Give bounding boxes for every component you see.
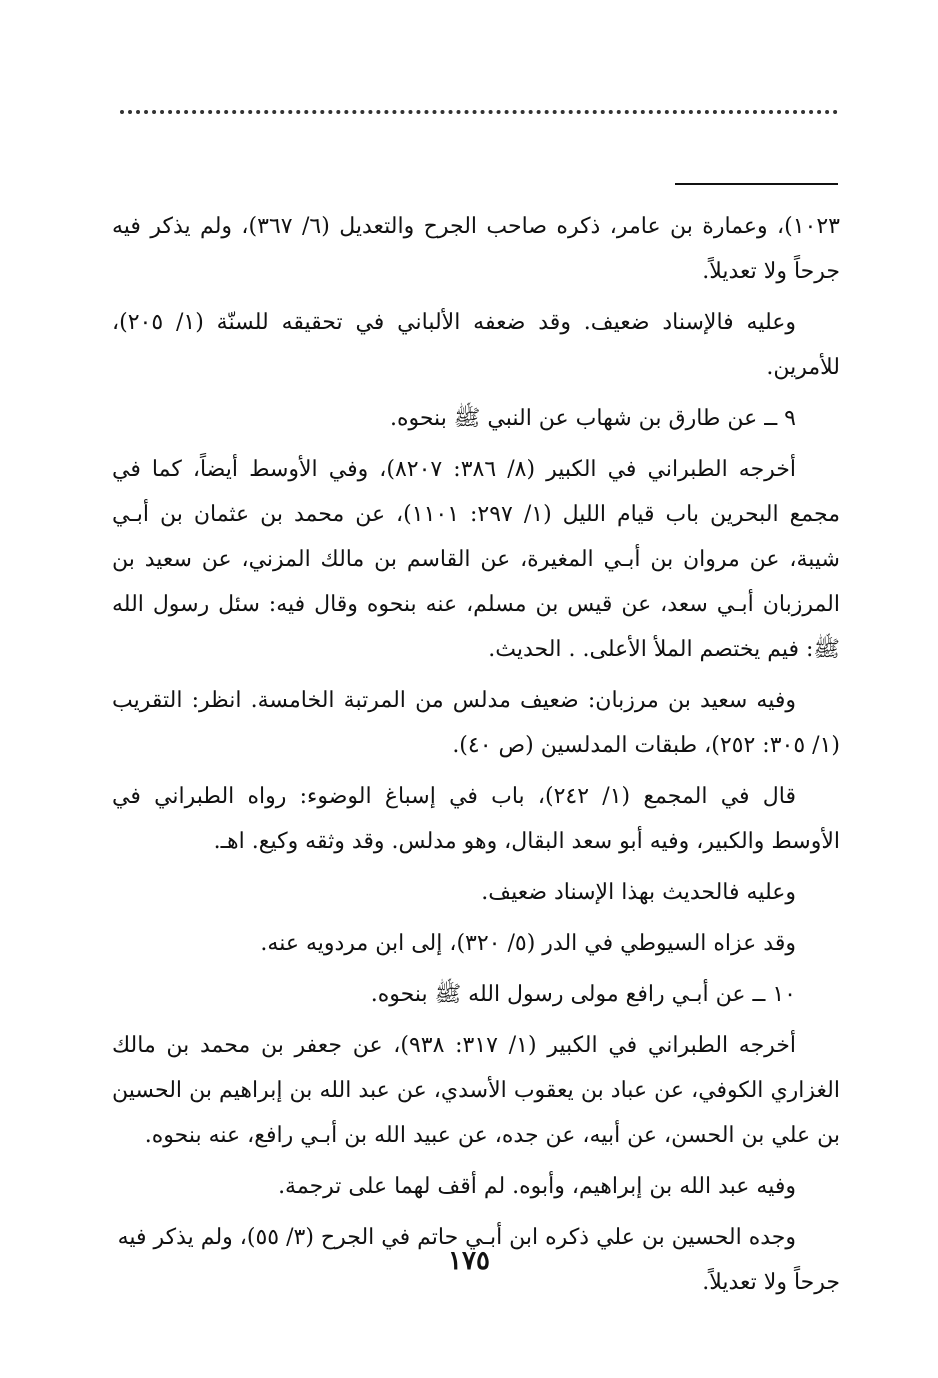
paragraph: وقد عزاه السيوطي في الدر (٥/ ٣٢٠)، إلى ابن مردويه عنه.	[260, 931, 796, 956]
page-number: ١٧٥	[448, 1246, 490, 1276]
hadith-heading: ١٠ ــ عن أبـي رافع مولى رسول الله ﷺ بنحوه.	[370, 982, 796, 1007]
paragraph: وفيه عبد الله بن إبراهيم، وأبوه. لم أقف لهما على ترجمة.	[278, 1174, 796, 1199]
paragraph: وجده الحسين بن علي ذكره ابن أبـي حاتم في الجرح (٣/ ٥٥)، ولم يذكر فيه جرحاً ولا تعديلاً.	[117, 1225, 840, 1295]
header-dotted-rule	[120, 110, 838, 114]
paragraph: أخرجه الطبراني في الكبير (٨/ ٣٨٦: ٨٢٠٧)، وفي الأوسط أيضاً، كما في مجمع البحرين باب قيام الليل (١/ ٢٩٧: ١١٠١)، عن محمد بن عثمان بن أبـي شيبة، عن مروان بن أبـي المغيرة، عن القاسم بن مالك المزني، عن سعيد بن المرزبان أبـي سعد، عن قيس بن مسلم، عنه بنحوه وقال فيه: سئل رسول الله ﷺ: فيم يختصم الملأ الأعلى. . الحديث.	[112, 457, 841, 662]
paragraph: أخرجه الطبراني في الكبير (١/ ٣١٧: ٩٣٨)، عن جعفر بن محمد بن مالك الغزاري الكوفي، عن عباد بن يعقوب الأسدي، عن عبد الله بن إبراهيم بن الحسين بن علي بن الحسن، عن أبيه، عن جده، عن عبيد الله بن أبـي رافع، عنه بنحوه.	[112, 1033, 840, 1148]
paragraph: وفيه سعيد بن مرزبان: ضعيف مدلس من المرتبة الخامسة. انظر: التقريب (١/ ٣٠٥: ٢٥٢)، طبقات المدلسين (ص ٤٠).	[112, 688, 840, 758]
paragraph: ١٠٢٣)، وعمارة بن عامر، ذكره صاحب الجرح والتعديل (٦/ ٣٦٧)، ولم يذكر فيه جرحاً ولا تعديلاً.	[112, 214, 840, 284]
footnote-separator	[675, 183, 838, 185]
page-body	[112, 204, 840, 1311]
hadith-heading: ٩ ــ عن طارق بن شهاب عن النبي ﷺ بنحوه.	[389, 406, 796, 431]
paragraph: قال في المجمع (١/ ٢٤٢)، باب في إسباغ الوضوء: رواه الطبراني في الأوسط والكبير، وفيه أبو سعد البقال، وهو مدلس. وقد وثقه وكيع. اهـ.	[112, 784, 840, 854]
paragraph: وعليه فالحديث بهذا الإسناد ضعيف.	[481, 880, 796, 905]
paragraph: وعليه فالإسناد ضعيف. وقد ضعفه الألباني في تحقيقه للسنّة (١/ ٢٠٥)، للأمرين.	[112, 310, 840, 380]
